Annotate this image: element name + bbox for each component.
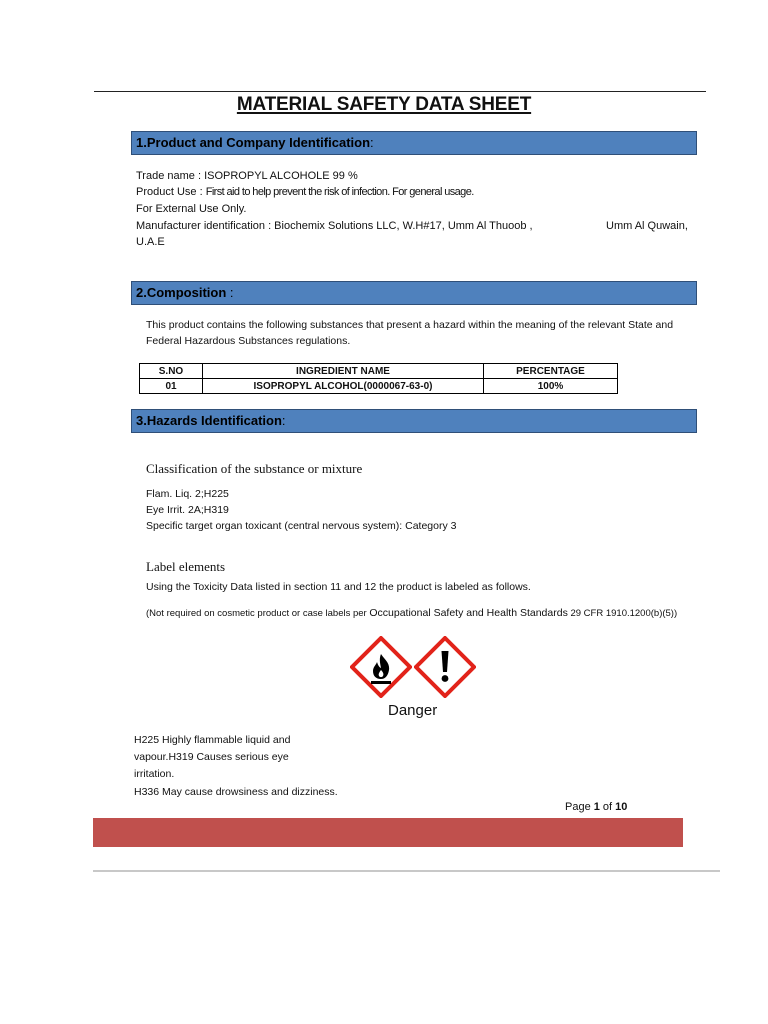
section-1-header: 1.Product and Company Identification: [131, 131, 697, 155]
table-cell-percentage: 100% [484, 379, 618, 394]
classification-line-2: Eye Irrit. 2A;H319 [146, 504, 229, 516]
footer-bar [93, 818, 683, 847]
hazard-statement-3: irritation. [134, 768, 175, 780]
page-title: MATERIAL SAFETY DATA SHEET [236, 94, 532, 115]
classification-title: Classification of the substance or mixture [146, 461, 363, 476]
manufacturer: Manufacturer identification : Biochemix Solutions LLC, W.H#17, Umm Al Thuoob , [136, 220, 533, 232]
table-cell-sno: 01 [140, 379, 203, 394]
exclamation-pictogram-icon [414, 636, 476, 698]
label-elements-title: Label elements [146, 559, 226, 574]
page-number: Page 1 of 10 [565, 801, 628, 813]
external-use: For External Use Only. [136, 203, 247, 215]
trade-name: Trade name : ISOPROPYL ALCOHOLE 99 % [136, 170, 358, 182]
hazard-statement-1: H225 Highly flammable liquid and [134, 734, 291, 746]
flame-pictogram-icon [350, 636, 412, 698]
manufacturer-city: Umm Al Quwain, [606, 220, 688, 232]
table-header-ingredient: INGREDIENT NAME [203, 364, 484, 379]
section-1-title: 1.Product and Company Identification [136, 135, 371, 150]
composition-intro-1: This product contains the following substances that present a hazard within the meaning of the relevant State and [146, 319, 674, 331]
hazard-statement-2: vapour.H319 Causes serious eye [134, 751, 289, 763]
section-3-title: 3.Hazards Identification [136, 413, 282, 428]
table-cell-ingredient: ISOPROPYL ALCOHOL(0000067-63-0) [203, 379, 484, 394]
table-header-sno: S.NO [140, 364, 203, 379]
section-2-header: 2.Composition : [131, 281, 697, 305]
composition-table [139, 363, 618, 394]
manufacturer-country: U.A.E [136, 236, 165, 248]
section-2-title: 2.Composition [136, 285, 230, 300]
bottom-rule [93, 870, 720, 872]
section-3-header: 3.Hazards Identification: [131, 409, 697, 433]
label-note: (Not required on cosmetic product or case labels per Occupational Safety and Health Standards 29 CFR 1910.1200(b)(5)) [146, 607, 678, 619]
classification-line-1: Flam. Liq. 2;H225 [146, 488, 229, 500]
composition-intro-2: Federal Hazardous Substances regulations. [146, 335, 351, 347]
top-rule [94, 91, 706, 92]
table-header-row [140, 364, 618, 379]
signal-word: Danger [388, 702, 438, 719]
label-elements-text: Using the Toxicity Data listed in section 11 and 12 the product is labeled as follows. [146, 581, 531, 593]
classification-line-3: Specific target organ toxicant (central nervous system): Category 3 [146, 520, 457, 532]
table-header-percentage: PERCENTAGE [484, 364, 618, 379]
table-row [140, 379, 618, 394]
hazard-statement-4: H336 May cause drowsiness and dizziness. [134, 786, 338, 798]
product-use: Product Use : First aid to help prevent the risk of infection. For general usage. [136, 186, 474, 198]
